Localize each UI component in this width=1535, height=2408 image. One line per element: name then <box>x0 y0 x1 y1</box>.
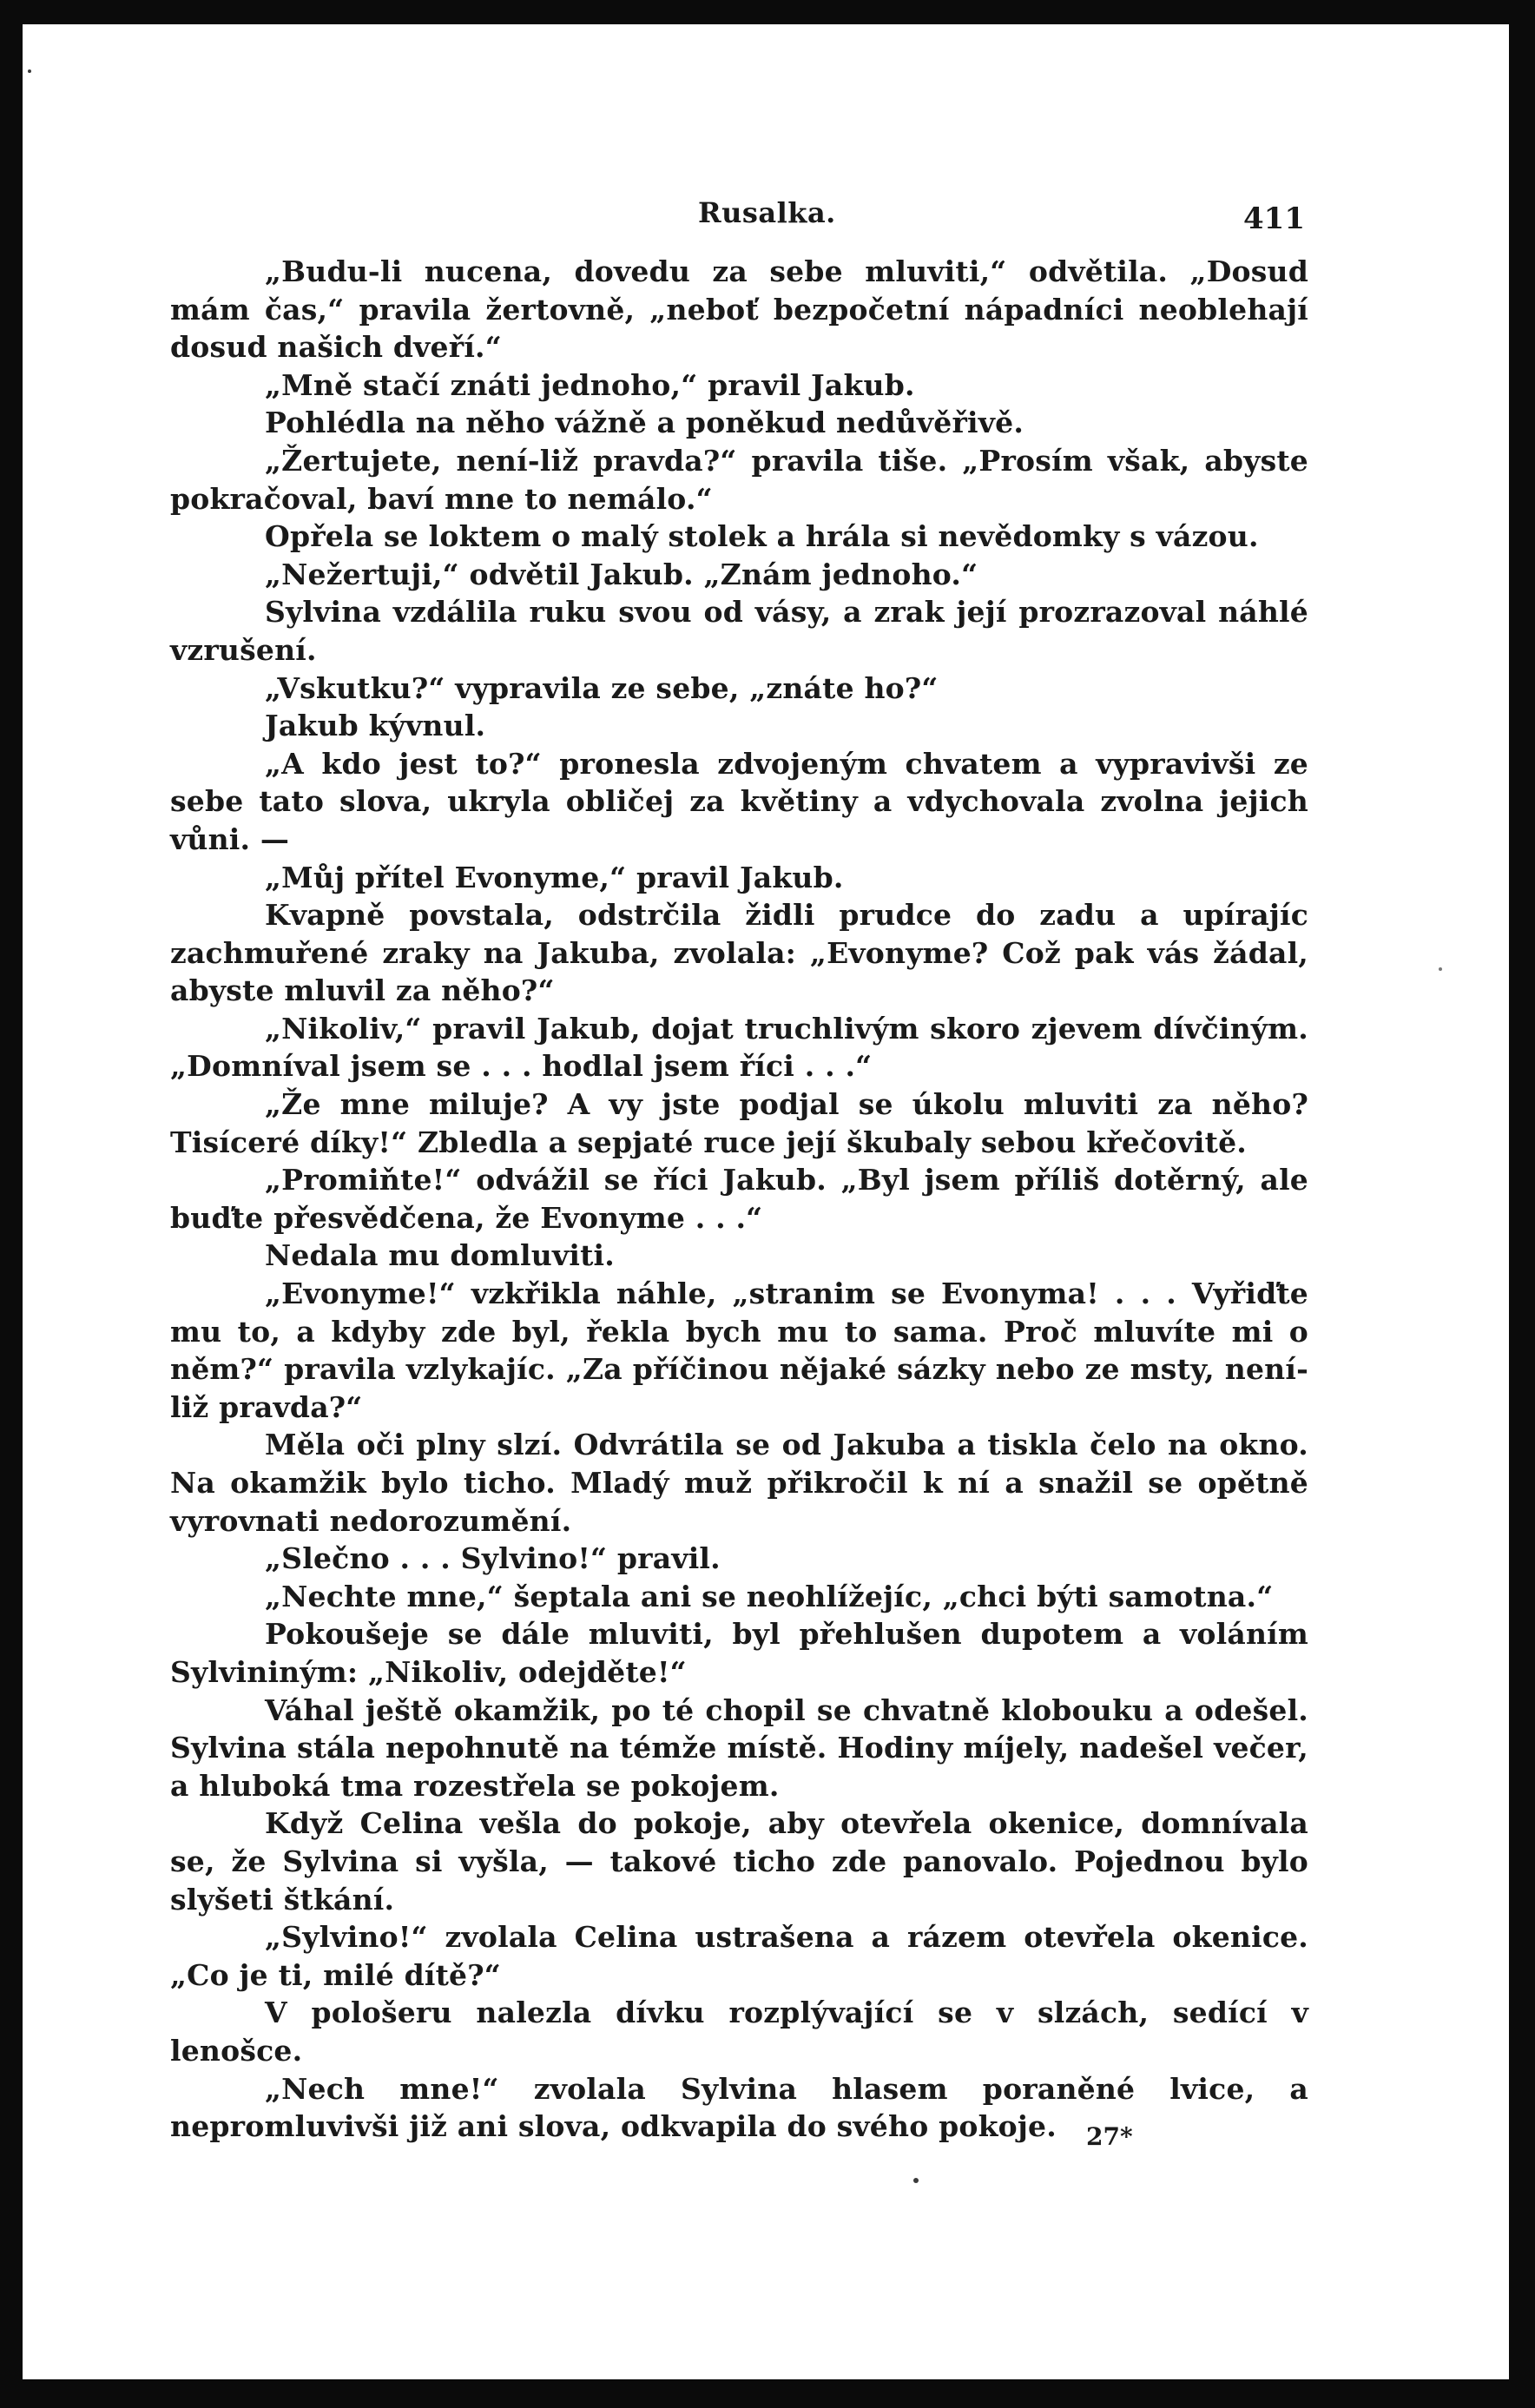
paragraph: Jakub kývnul. <box>265 709 486 743</box>
dust-speck <box>913 2178 919 2183</box>
paragraph: „Budu-li nucena, dovedu za sebe mluviti,“ odvětila. „Dosud mám čas,“ pravila žertovně, „neboť bezpočetní nápadníci neoblehají dosud našich dveří.“ <box>170 254 1308 365</box>
page-number: 411 <box>1243 201 1305 236</box>
paragraph: Váhal ještě okamžik, po té chopil se chvatně klobouku a odešel. Sylvina stála nepohnutě na témže místě. Hodiny míjely, nadešel večer, a hluboká tma rozestřela se pokojem. <box>170 1692 1308 1803</box>
paragraph: „Nikoliv,“ pravil Jakub, dojat truchlivým skoro zjevem dívčiným. „Domníval jsem se . . . hodlal jsem říci . . .“ <box>170 1011 1308 1084</box>
paragraph: „Evonyme!“ vzkřikla náhle, „stranim se Evonyma! . . . Vyřiďte mu to, a kdyby zde byl, řekla bych mu to sama. Proč mluvíte mi o něm?“ pravila vzlykajíc. „Za příčinou nějaké sázky nebo ze msty, není-liž pravda?“ <box>170 1277 1308 1424</box>
paragraph: „Nežertuji,“ odvětil Jakub. „Znám jednoho.“ <box>265 557 978 591</box>
paragraph: Kvapně povstala, odstrčila židli prudce do zadu a upírajíc zachmuřené zraky na Jakuba, zvolala: „Evonyme? Což pak vás žádal, abyste mluvil za něho?“ <box>170 898 1308 1008</box>
running-title: Rusalka. <box>698 196 836 229</box>
paragraph: „Můj přítel Evonyme,“ pravil Jakub. <box>265 860 844 894</box>
paragraph: Pohlédla na něho vážně a poněkud nedůvěřivě. <box>265 406 1024 440</box>
dust-speck <box>1439 967 1442 971</box>
paragraph: „Nech mne!“ zvolala Sylvina hlasem poraněné lvice, a nepromluvivši již ani slova, odkvapila do svého pokoje. <box>170 2071 1308 2144</box>
book-page <box>23 24 1509 2379</box>
paragraph: „Žertujete, není-liž pravda?“ pravila tiše. „Prosím však, abyste pokračoval, baví mne to nemálo.“ <box>170 443 1308 516</box>
paragraph: „Slečno . . . Sylvino!“ pravil. <box>265 1541 721 1576</box>
paragraph: „A kdo jest to?“ pronesla zdvojeným chvatem a vypravivši ze sebe tato slova, ukryla obličej za květiny a vdychovala zvolna jejich vůni. — <box>170 746 1308 856</box>
running-head <box>174 196 1308 238</box>
paragraph: „Že mne miluje? A vy jste podjal se úkolu mluviti za něho? Tisíceré díky!“ Zbledla a sepjaté ruce její škubaly sebou křečovitě. <box>170 1087 1308 1159</box>
body-text <box>170 253 1308 2146</box>
paragraph: „Sylvino!“ zvolala Celina ustrašena a rázem otevřela okenice. „Co je ti, milé dítě?“ <box>170 1920 1308 1992</box>
paragraph: Opřela se loktem o malý stolek a hrála si nevědomky s vázou. <box>265 519 1259 554</box>
paragraph: „Mně stačí znáti jednoho,“ pravil Jakub. <box>265 367 915 402</box>
signature-mark: 27* <box>1086 2122 1133 2151</box>
paragraph: „Vskutku?“ vypravila ze sebe, „znáte ho?“ <box>265 670 939 705</box>
paragraph: „Promiňte!“ odvážil se říci Jakub. „Byl jsem příliš dotěrný, ale buďte přesvědčena, že Evonyme . . .“ <box>170 1163 1308 1235</box>
paragraph: „Nechte mne,“ šeptala ani se neohlížejíc, „chci býti samotna.“ <box>265 1579 1274 1613</box>
dust-speck <box>28 69 31 73</box>
paragraph: Pokoušeje se dále mluviti, byl přehlušen dupotem a voláním Sylvininým: „Nikoliv, odejděte!“ <box>170 1617 1308 1689</box>
paragraph: Nedala mu domluviti. <box>265 1238 615 1273</box>
paragraph: Sylvina vzdálila ruku svou od vásy, a zrak její prozrazoval náhlé vzrušení. <box>170 595 1308 667</box>
paragraph: Měla oči plny slzí. Odvrátila se od Jakuba a tiskla čelo na okno. Na okamžik bylo ticho. Mladý muž přikročil k ní a snažil se opětně vyrovnati nedorozumění. <box>170 1428 1308 1538</box>
paragraph: Když Celina vešla do pokoje, aby otevřela okenice, domnívala se, že Sylvina si vyšla, — takové ticho zde panovalo. Pojednou bylo slyšeti štkání. <box>170 1806 1308 1917</box>
paragraph: V pološeru nalezla dívku rozplývající se v slzách, sedící v lenošce. <box>170 1996 1308 2068</box>
